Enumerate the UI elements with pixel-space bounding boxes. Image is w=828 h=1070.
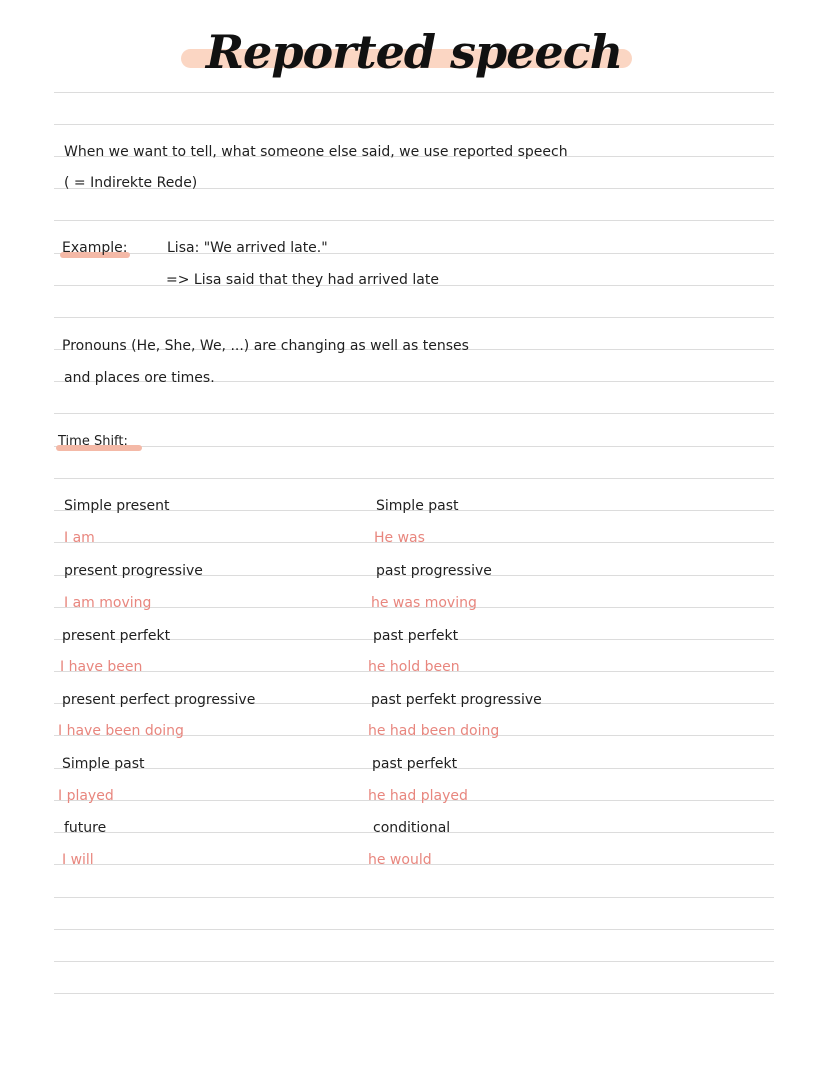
tense-right-example: He was	[374, 530, 425, 546]
tense-right-example: he was moving	[371, 595, 477, 611]
tense-right: conditional	[373, 820, 451, 836]
example-label: Example:	[62, 240, 128, 256]
tense-left: present perfect progressive	[62, 692, 256, 708]
tense-right-example: he had played	[368, 788, 468, 804]
rule-line	[54, 413, 774, 414]
tense-left-example: I am	[64, 530, 95, 546]
tense-left: present progressive	[64, 563, 203, 579]
rule-line	[54, 961, 774, 962]
tense-left: future	[64, 820, 107, 836]
tense-right: past perfekt progressive	[371, 692, 542, 708]
rule-line	[54, 897, 774, 898]
tense-right: past perfekt	[372, 756, 458, 772]
rule-line	[54, 220, 774, 221]
pronouns-line-2: and places ore times.	[64, 370, 215, 386]
pronouns-line-1: Pronouns (He, She, We, ...) are changing as well as tenses	[62, 338, 469, 354]
tense-right-example: he hold been	[368, 659, 460, 675]
tense-left-example: I played	[58, 788, 114, 804]
page-title: Reported speech	[205, 25, 623, 79]
rule-line	[54, 478, 774, 479]
tense-right-example: he had been doing	[368, 723, 500, 739]
rule-line	[54, 317, 774, 318]
rule-line	[54, 253, 774, 254]
example-quote: Lisa: "We arrived late."	[167, 240, 328, 256]
intro-line-2: ( = Indirekte Rede)	[64, 175, 198, 191]
tense-right: past perfekt	[373, 628, 459, 644]
rule-line	[54, 993, 774, 994]
tense-right: past progressive	[376, 563, 492, 579]
tense-left-example: I have been doing	[58, 723, 184, 739]
example-reported: => Lisa said that they had arrived late	[166, 272, 439, 288]
tense-left-example: I will	[62, 852, 94, 868]
intro-line-1: When we want to tell, what someone else said, we use reported speech	[64, 144, 568, 160]
tense-right-example: he would	[368, 852, 432, 868]
rule-line	[54, 124, 774, 125]
tense-left: present perfekt	[62, 628, 171, 644]
tense-left: Simple past	[62, 756, 145, 772]
tense-left-example: I have been	[60, 659, 143, 675]
tense-left: Simple present	[64, 498, 170, 514]
tense-right: Simple past	[376, 498, 459, 514]
tense-left-example: I am moving	[64, 595, 152, 611]
time-shift-label: Time Shift:	[58, 434, 128, 449]
rule-line	[54, 446, 774, 447]
title-container	[0, 22, 828, 82]
rule-line	[54, 92, 774, 93]
rule-line	[54, 929, 774, 930]
